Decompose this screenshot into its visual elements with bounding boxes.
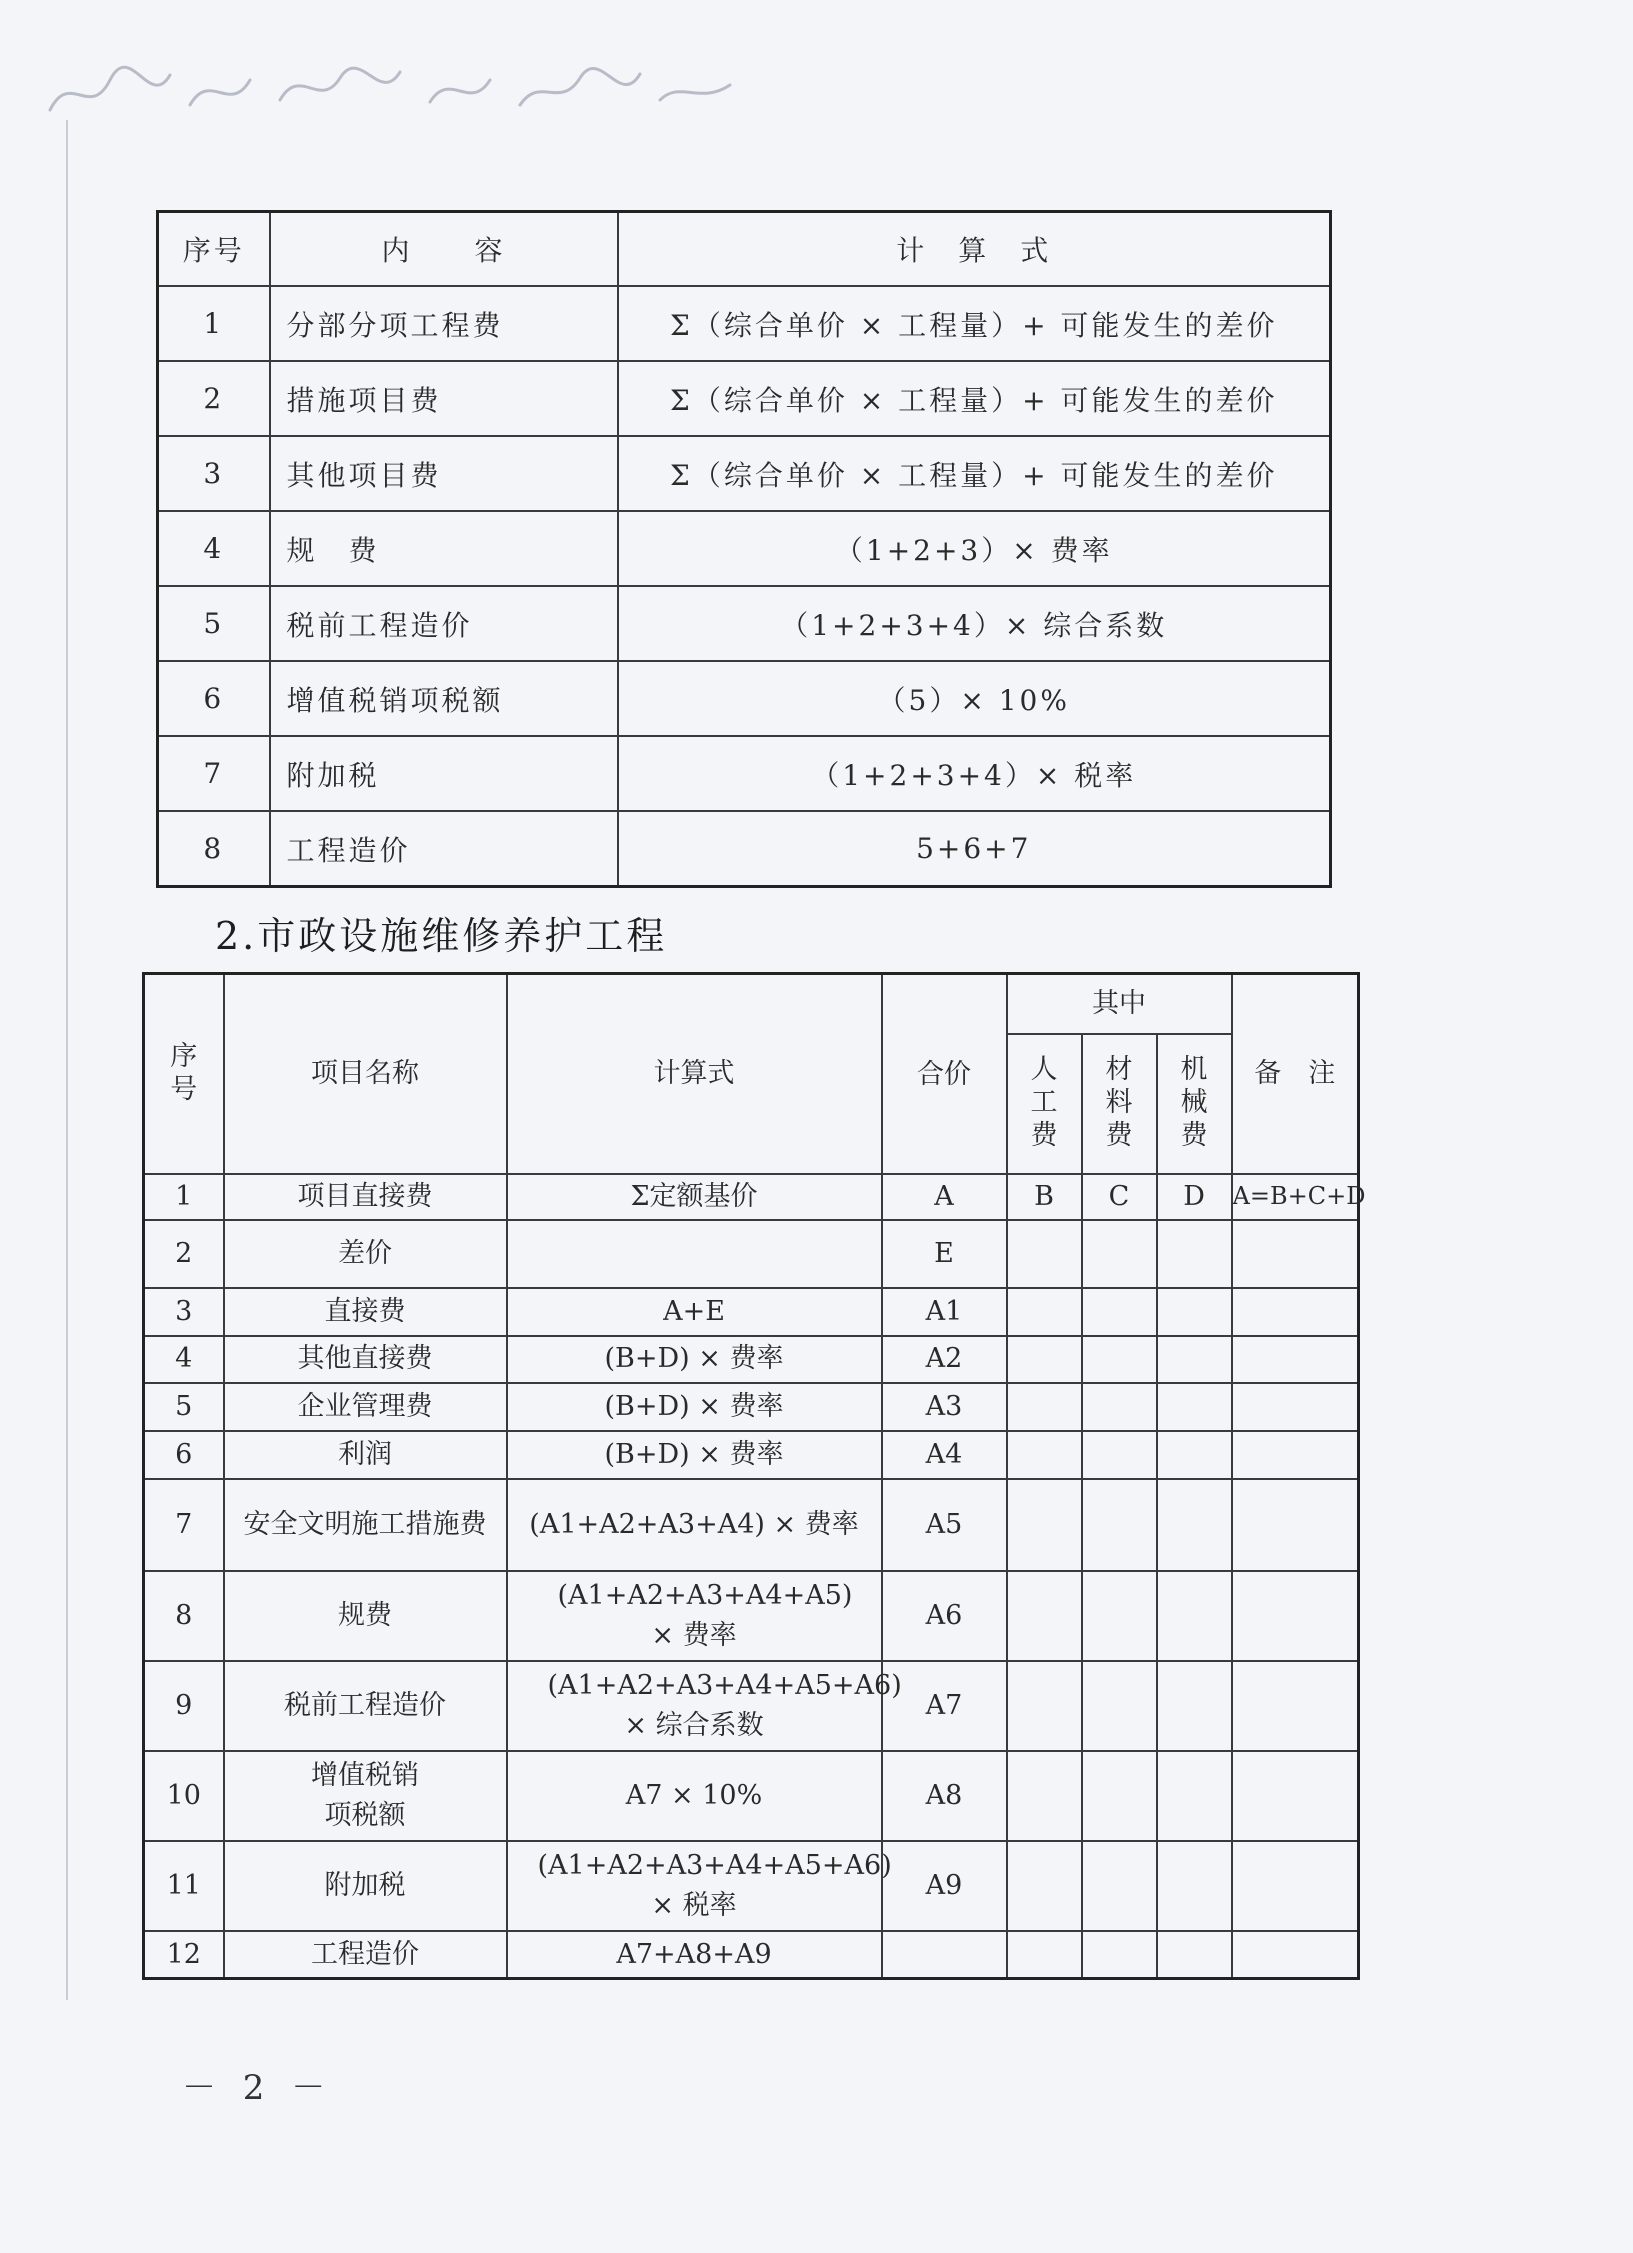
row-labor <box>1007 1431 1082 1479</box>
header-content: 内 容 <box>270 212 618 287</box>
row-no: 8 <box>144 1571 224 1661</box>
row-total: A6 <box>882 1571 1007 1661</box>
table-row <box>144 1931 1359 1979</box>
row-material <box>1082 1841 1157 1931</box>
row-machine <box>1157 1479 1232 1571</box>
row-machine <box>1157 1841 1232 1931</box>
table-row <box>144 1288 1359 1336</box>
header-no: 序号 <box>158 212 270 287</box>
row-labor <box>1007 1661 1082 1751</box>
row-total: A4 <box>882 1431 1007 1479</box>
row-material <box>1082 1571 1157 1661</box>
row-remark <box>1232 1479 1359 1571</box>
row-labor <box>1007 1751 1082 1841</box>
row-no: 1 <box>144 1174 224 1220</box>
row-formula: (B+D) × 费率 <box>507 1383 882 1431</box>
table-row <box>158 511 1331 586</box>
table-row <box>158 286 1331 361</box>
row-content: 其他项目费 <box>270 436 618 511</box>
row-no: 6 <box>144 1431 224 1479</box>
row-formula: Σ（综合单价 × 工程量）+ 可能发生的差价 <box>618 361 1331 436</box>
row-remark <box>1232 1571 1359 1661</box>
row-formula: （5）× 10% <box>618 661 1331 736</box>
row-formula: （1+2+3+4）× 税率 <box>618 736 1331 811</box>
row-formula: 5+6+7 <box>618 811 1331 887</box>
row-labor <box>1007 1288 1082 1336</box>
row-total: A <box>882 1174 1007 1220</box>
row-formula: (A1+A2+A3+A4+A5) × 费率 <box>507 1571 882 1661</box>
row-no: 5 <box>158 586 270 661</box>
row-content: 分部分项工程费 <box>270 286 618 361</box>
row-labor <box>1007 1841 1082 1931</box>
row-machine <box>1157 1383 1232 1431</box>
row-formula: A7+A8+A9 <box>507 1931 882 1979</box>
row-material <box>1082 1479 1157 1571</box>
header-machine: 机械费 <box>1157 1034 1232 1174</box>
table-row <box>144 1661 1359 1751</box>
header-no: 序号 <box>144 974 224 1174</box>
row-no: 12 <box>144 1931 224 1979</box>
row-machine <box>1157 1220 1232 1288</box>
row-remark <box>1232 1288 1359 1336</box>
row-machine <box>1157 1431 1232 1479</box>
row-material <box>1082 1336 1157 1383</box>
row-material <box>1082 1220 1157 1288</box>
row-no: 6 <box>158 661 270 736</box>
row-no: 1 <box>158 286 270 361</box>
row-remark <box>1232 1841 1359 1931</box>
row-name: 安全文明施工措施费 <box>224 1479 507 1571</box>
row-remark <box>1232 1383 1359 1431</box>
row-formula: A+E <box>507 1288 882 1336</box>
row-formula: (B+D) × 费率 <box>507 1336 882 1383</box>
table-row <box>144 1383 1359 1431</box>
table-row <box>144 1431 1359 1479</box>
header-labor: 人工费 <box>1007 1034 1082 1174</box>
row-content: 规费 <box>270 511 618 586</box>
row-no: 10 <box>144 1751 224 1841</box>
row-material <box>1082 1431 1157 1479</box>
row-total: E <box>882 1220 1007 1288</box>
row-no: 3 <box>158 436 270 511</box>
row-formula: A7 × 10% <box>507 1751 882 1841</box>
row-name: 利润 <box>224 1431 507 1479</box>
row-no: 2 <box>158 361 270 436</box>
row-labor <box>1007 1931 1082 1979</box>
fee-formula-table <box>156 210 1332 888</box>
row-content: 税前工程造价 <box>270 586 618 661</box>
row-remark <box>1232 1931 1359 1979</box>
table-row <box>144 1336 1359 1383</box>
row-machine <box>1157 1931 1232 1979</box>
row-machine <box>1157 1288 1232 1336</box>
row-no: 7 <box>158 736 270 811</box>
row-formula: Σ（综合单价 × 工程量）+ 可能发生的差价 <box>618 436 1331 511</box>
table-row <box>158 586 1331 661</box>
row-formula: Σ（综合单价 × 工程量）+ 可能发生的差价 <box>618 286 1331 361</box>
header-group: 其中 <box>1007 974 1232 1034</box>
row-name: 其他直接费 <box>224 1336 507 1383</box>
row-no: 5 <box>144 1383 224 1431</box>
row-no: 4 <box>158 511 270 586</box>
table-row <box>158 361 1331 436</box>
row-labor <box>1007 1479 1082 1571</box>
maintenance-cost-table <box>142 972 1366 1980</box>
row-name: 工程造价 <box>224 1931 507 1979</box>
row-total <box>882 1931 1007 1979</box>
row-no: 2 <box>144 1220 224 1288</box>
row-formula: (A1+A2+A3+A4+A5+A6) × 税率 <box>507 1841 882 1931</box>
margin-line <box>66 120 68 2000</box>
row-no: 11 <box>144 1841 224 1931</box>
table-row <box>144 1841 1359 1931</box>
table-header-row <box>158 212 1331 287</box>
page-number: － 2 － <box>182 2068 334 2108</box>
row-material <box>1082 1751 1157 1841</box>
row-remark <box>1232 1661 1359 1751</box>
header-remark: 备 注 <box>1232 974 1359 1174</box>
row-material <box>1082 1383 1157 1431</box>
row-no: 9 <box>144 1661 224 1751</box>
row-labor: B <box>1007 1174 1082 1220</box>
row-total: A1 <box>882 1288 1007 1336</box>
table-row <box>158 811 1331 887</box>
row-material <box>1082 1288 1157 1336</box>
row-total: A5 <box>882 1479 1007 1571</box>
row-remark <box>1232 1751 1359 1841</box>
row-content: 附加税 <box>270 736 618 811</box>
row-no: 4 <box>144 1336 224 1383</box>
header-material: 材料费 <box>1082 1034 1157 1174</box>
table-header-row <box>144 974 1359 1034</box>
header-formula: 计 算 式 <box>618 212 1331 287</box>
table-row <box>144 1220 1359 1288</box>
row-name: 增值税销项税额 <box>224 1751 507 1841</box>
table-row <box>144 1479 1359 1571</box>
row-no: 3 <box>144 1288 224 1336</box>
row-formula: Σ定额基价 <box>507 1174 882 1220</box>
row-remark <box>1232 1431 1359 1479</box>
table-row <box>158 736 1331 811</box>
table-row <box>144 1751 1359 1841</box>
row-content: 措施项目费 <box>270 361 618 436</box>
row-machine <box>1157 1336 1232 1383</box>
row-machine <box>1157 1571 1232 1661</box>
row-formula: （1+2+3）× 费率 <box>618 511 1331 586</box>
row-no: 7 <box>144 1479 224 1571</box>
row-name: 直接费 <box>224 1288 507 1336</box>
table-row <box>144 1571 1359 1661</box>
row-no: 8 <box>158 811 270 887</box>
row-material <box>1082 1931 1157 1979</box>
row-remark: A=B+C+D <box>1232 1174 1359 1220</box>
row-machine: D <box>1157 1174 1232 1220</box>
row-labor <box>1007 1383 1082 1431</box>
row-total: A9 <box>882 1841 1007 1931</box>
row-remark <box>1232 1336 1359 1383</box>
row-formula: (B+D) × 费率 <box>507 1431 882 1479</box>
row-name: 附加税 <box>224 1841 507 1931</box>
row-material: C <box>1082 1174 1157 1220</box>
row-content: 工程造价 <box>270 811 618 887</box>
row-formula: （1+2+3+4）× 综合系数 <box>618 586 1331 661</box>
header-total: 合价 <box>882 974 1007 1174</box>
row-formula: (A1+A2+A3+A4+A5+A6) × 综合系数 <box>507 1661 882 1751</box>
row-total: A3 <box>882 1383 1007 1431</box>
handwritten-annotation <box>40 50 740 130</box>
row-total: A7 <box>882 1661 1007 1751</box>
row-machine <box>1157 1751 1232 1841</box>
row-labor <box>1007 1336 1082 1383</box>
row-remark <box>1232 1220 1359 1288</box>
header-name: 项目名称 <box>224 974 507 1174</box>
row-labor <box>1007 1220 1082 1288</box>
row-formula: (A1+A2+A3+A4) × 费率 <box>507 1479 882 1571</box>
row-total: A2 <box>882 1336 1007 1383</box>
row-labor <box>1007 1571 1082 1661</box>
row-name: 差价 <box>224 1220 507 1288</box>
row-formula <box>507 1220 882 1288</box>
row-name: 税前工程造价 <box>224 1661 507 1751</box>
row-total: A8 <box>882 1751 1007 1841</box>
table-row <box>158 661 1331 736</box>
row-machine <box>1157 1661 1232 1751</box>
table-row <box>144 1174 1359 1220</box>
row-content: 增值税销项税额 <box>270 661 618 736</box>
row-name: 规费 <box>224 1571 507 1661</box>
row-name: 项目直接费 <box>224 1174 507 1220</box>
row-material <box>1082 1661 1157 1751</box>
section-title: 2.市政设施维修养护工程 <box>215 914 668 958</box>
table-row <box>158 436 1331 511</box>
header-formula: 计算式 <box>507 974 882 1174</box>
row-name: 企业管理费 <box>224 1383 507 1431</box>
